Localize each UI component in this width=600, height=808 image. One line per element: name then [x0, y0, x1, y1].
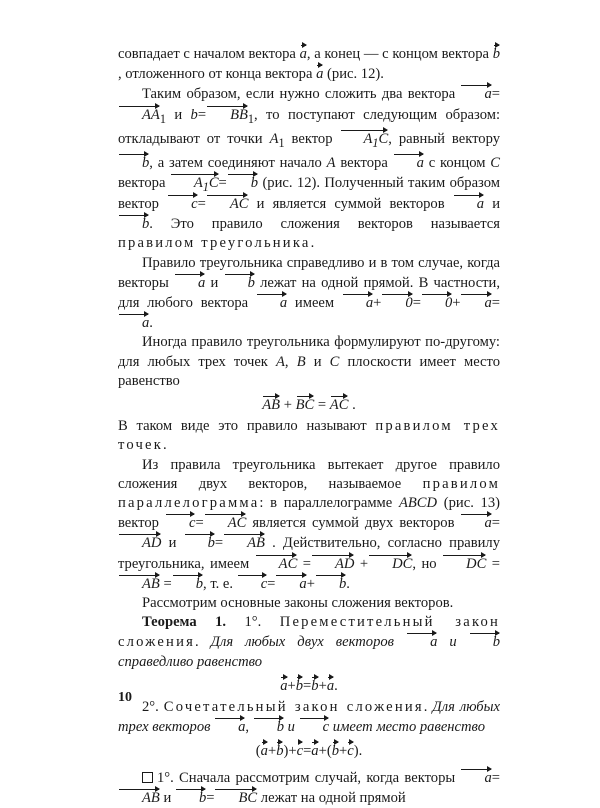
proof-start-icon: [142, 772, 153, 783]
paragraph-vector-end: совпадает с началом вектора a, а конец — с концом вектора b, отложенного от конца вектора a (рис. 12).: [118, 46, 500, 83]
equation-commutative: a+b=b+a.: [280, 677, 338, 694]
equation-associative: (a+b)+c=a+(b+c).: [255, 743, 363, 760]
text-column: [118, 44, 500, 808]
equation-three-points: AB + BC = AC .: [262, 396, 356, 413]
theorem-1-associative: 2°. Сочетательный закон сложения. Для любых трех векторов a, b и c имеет место равенство: [118, 699, 500, 736]
paragraph-three-points-intro: Иногда правило треугольника формулируют по-другому: для любых трех точек A, B и C плоскости имеет место равенство: [118, 334, 501, 389]
theorem-1-statement: Теорема 1. 1°. Переместительный закон сложения. Для любых двух векторов a и b справедливо равенство: [118, 614, 501, 670]
proof-start: 1°. Сначала рассмотрим случай, когда векторы a=AB и b= BC лежат на одной прямой: [118, 768, 500, 808]
page-number: 10: [118, 690, 132, 705]
paragraph-three-points-rule: В таком виде это правило называют правилом трех точек.: [118, 418, 500, 454]
paragraph-parallelogram-rule: Из правила треугольника вытекает другое правило сложения двух векторов, называемое правилом параллелограмма: в параллелограмме ABCD (рис. 13) вектор c= AC является суммой двух векторов a=AD и b= AB . Действительно, согласно правилу треугольника, имеем AC = AD + DC, но DC =AB = b, т. е. c= a+ b.: [118, 456, 501, 592]
paragraph-addition-laws: Рассмотрим основные законы сложения векторов.: [142, 595, 454, 611]
paragraph-collinear-case: Правило треугольника справедливо и в том случае, когда векторы a и b лежат на одной прямой. В частности, для любого вектора a имеем a+ 0= 0+ a=a.: [118, 254, 501, 332]
paragraph-triangle-method: Таким образом, если нужно сложить два вектора $a=AA_1$ и $b= BB_1$, то поступают следующим образом: откладывают от точки $A_1$ вектор $A_1C$, равный вектору b, а затем соединяют начало A вектора a с концом C вектора $A_1C= b$ (рис. 12). Полученный таким образом вектор c= AC и является суммой векторов a и b. Это правило сложения векторов называется правилом треугольника.: [118, 86, 501, 252]
